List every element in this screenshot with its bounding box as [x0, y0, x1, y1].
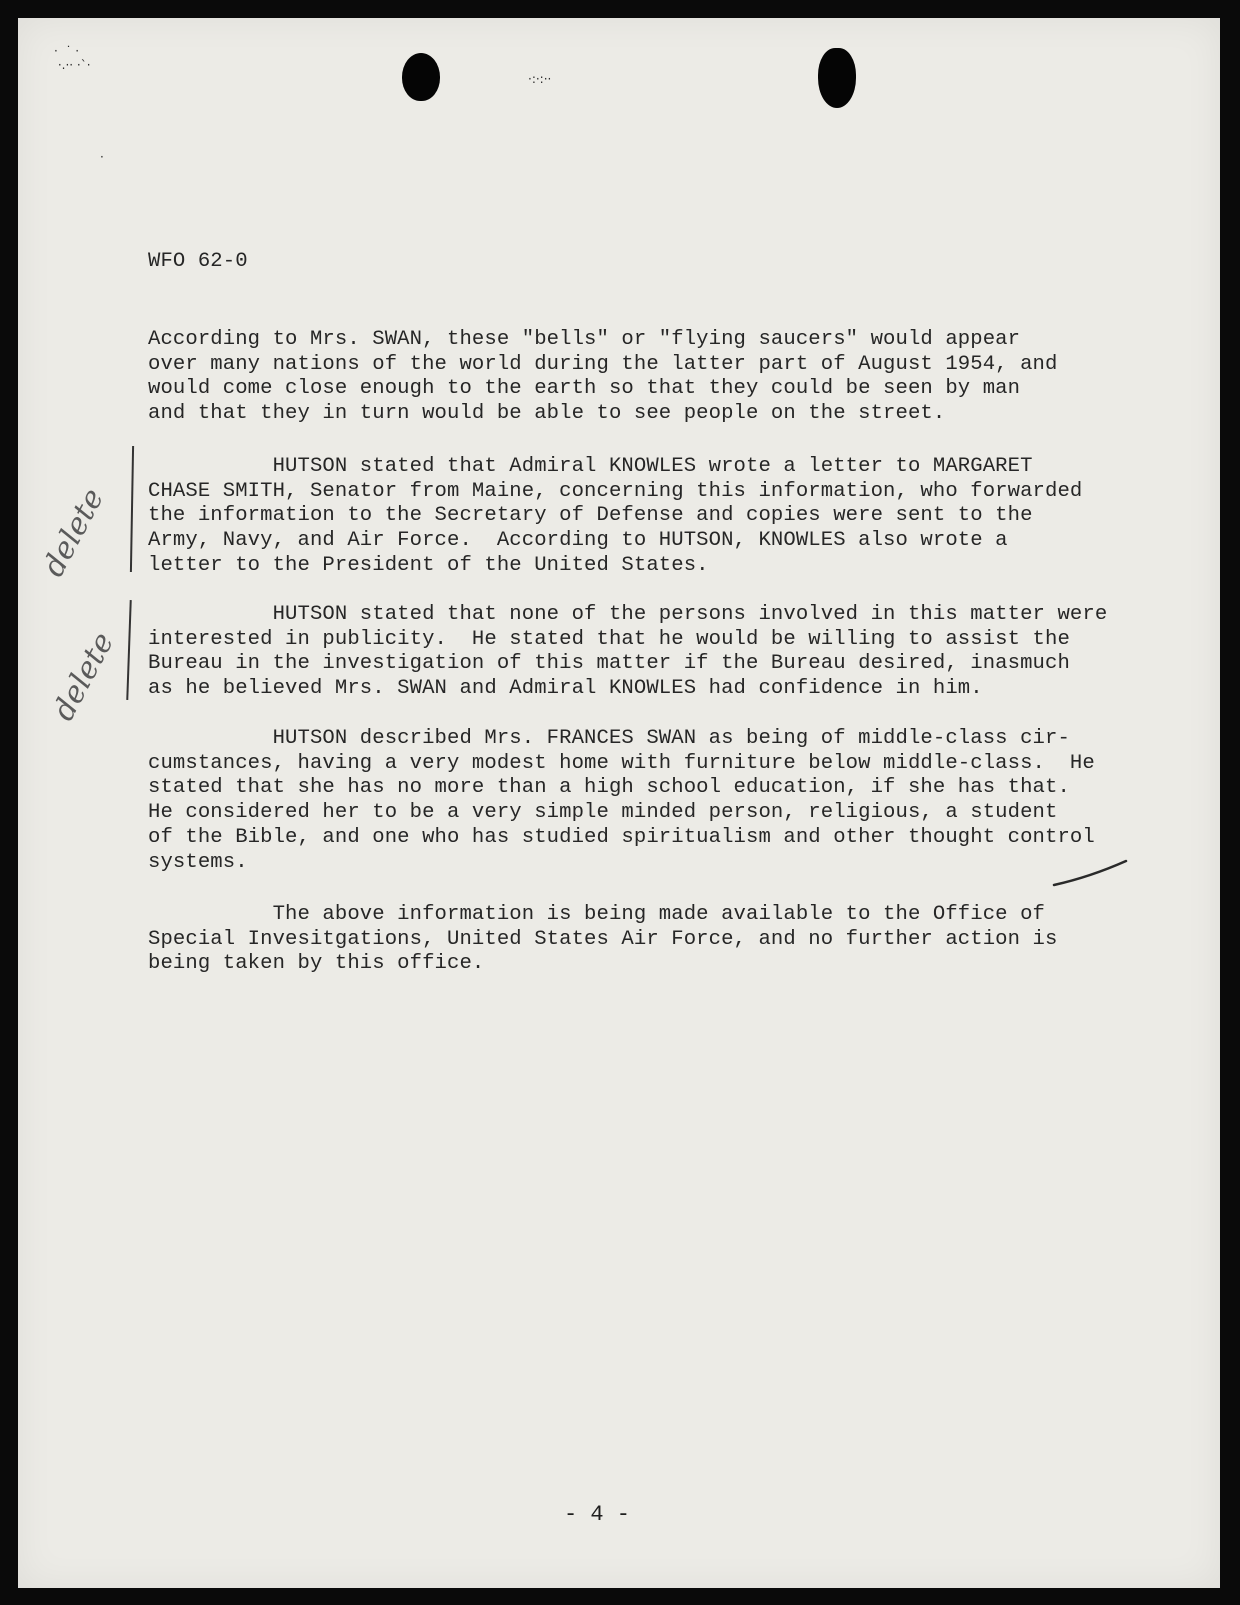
file-number: WFO 62-0 [148, 250, 248, 273]
punch-hole-right [818, 48, 856, 108]
paragraph-4: HUTSON described Mrs. FRANCES SWAN as being of middle-class cir- cumstances, having a very modest home with furniture below middle-class. He stated that she has no more than a high school education, if she has that. He considered her to be a very simple minded person, religious, a student of the Bible, and one who has studied spiritualism and other thought control systems. [148, 727, 1095, 874]
paragraph-5: The above information is being made available to the Office of Special Invesitgations, United States Air Force, and no further action is being taken by this office. [148, 903, 1058, 976]
paragraph-3: HUTSON stated that none of the persons involved in this matter were interested in publicity. He stated that he would be willing to assist the Bureau in the investigation of this matter if the Bureau desired, inasmuch as he believed Mrs. SWAN and Admiral KNOWLES had confidence in him. [148, 603, 1108, 701]
scan-specks-center: ·:·:·· [528, 72, 552, 86]
margin-note-delete-1: delete [36, 482, 112, 583]
punch-hole-left [402, 53, 440, 101]
scan-specks-left: · ˙ · ·.·· ·ˋ· [54, 44, 91, 72]
margin-note-delete-2: delete [46, 626, 122, 727]
pen-mark [1050, 855, 1130, 891]
paragraph-1: According to Mrs. SWAN, these "bells" or "flying saucers" would appear over many nations of the world during the latter part of August 1954, and would come close enough to the earth so that they could be seen by man and that they in turn would be able to see people on the street. [148, 328, 1058, 426]
page-number: - 4 - [564, 1502, 631, 1527]
paragraph-2: HUTSON stated that Admiral KNOWLES wrote a letter to MARGARET CHASE SMITH, Senator from Maine, concerning this information, who forwarded the information to the Secretary of Defense and copies were sent to the Army, Navy, and Air Force. According to HUTSON, KNOWLES also wrote a letter to the President of the United States. [148, 455, 1083, 577]
scan-specks-lower: · [100, 150, 104, 164]
